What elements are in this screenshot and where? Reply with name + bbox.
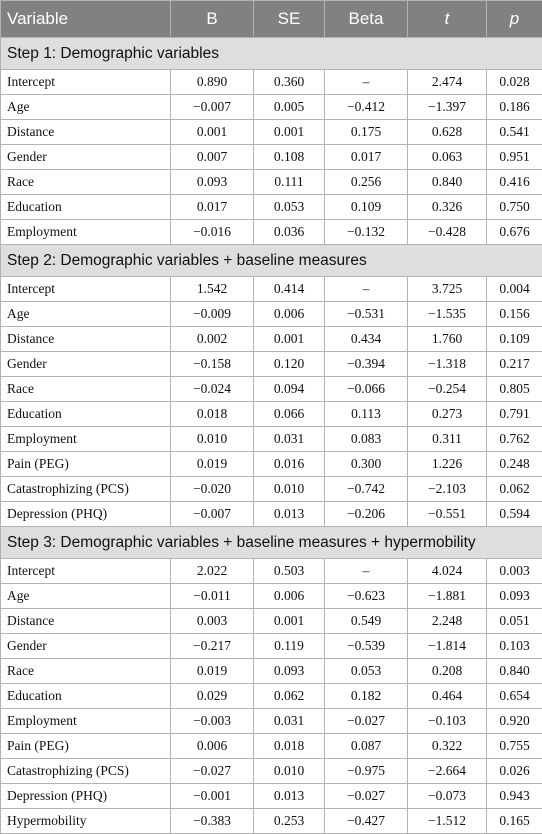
table-row [1, 302, 542, 327]
cell-variable: Distance [1, 609, 171, 634]
cell-t: 0.326 [408, 195, 487, 220]
cell-p: 0.156 [487, 302, 542, 327]
cell-se: 0.031 [254, 427, 325, 452]
cell-t: −1.881 [408, 584, 487, 609]
cell-beta: 0.113 [325, 402, 408, 427]
cell-t: −1.512 [408, 809, 487, 834]
cell-variable: Employment [1, 220, 171, 245]
table-row [1, 759, 542, 784]
cell-beta: −0.539 [325, 634, 408, 659]
table-row [1, 584, 542, 609]
cell-variable: Race [1, 659, 171, 684]
cell-p: 0.062 [487, 477, 542, 502]
cell-variable: Depression (PHQ) [1, 502, 171, 527]
cell-p: 0.943 [487, 784, 542, 809]
cell-beta: 0.083 [325, 427, 408, 452]
cell-b: 0.010 [171, 427, 254, 452]
table-row [1, 709, 542, 734]
table-row [1, 427, 542, 452]
header-beta: Beta [325, 1, 408, 38]
cell-beta: 0.109 [325, 195, 408, 220]
table-row [1, 195, 542, 220]
cell-t: −1.318 [408, 352, 487, 377]
cell-se: 0.253 [254, 809, 325, 834]
cell-p: 0.103 [487, 634, 542, 659]
step-row [1, 527, 542, 559]
cell-beta: – [325, 70, 408, 95]
cell-beta: −0.412 [325, 95, 408, 120]
cell-p: 0.165 [487, 809, 542, 834]
header-b: B [171, 1, 254, 38]
cell-b: 0.017 [171, 195, 254, 220]
table-row [1, 277, 542, 302]
cell-p: 0.541 [487, 120, 542, 145]
cell-beta: −0.742 [325, 477, 408, 502]
cell-beta: −0.066 [325, 377, 408, 402]
cell-t: −0.551 [408, 502, 487, 527]
cell-se: 0.001 [254, 327, 325, 352]
header-row [1, 1, 542, 38]
cell-se: 0.006 [254, 302, 325, 327]
cell-variable: Depression (PHQ) [1, 784, 171, 809]
cell-variable: Race [1, 170, 171, 195]
cell-b: 0.001 [171, 120, 254, 145]
cell-t: 0.311 [408, 427, 487, 452]
cell-variable: Education [1, 684, 171, 709]
cell-variable: Catastrophizing (PCS) [1, 477, 171, 502]
step-title: Step 3: Demographic variables + baseline measures + hypermobility [1, 527, 542, 559]
cell-b: 0.018 [171, 402, 254, 427]
cell-se: 0.093 [254, 659, 325, 684]
cell-t: 0.273 [408, 402, 487, 427]
cell-t: 0.322 [408, 734, 487, 759]
cell-t: 2.248 [408, 609, 487, 634]
cell-t: −2.103 [408, 477, 487, 502]
cell-t: −0.073 [408, 784, 487, 809]
cell-variable: Race [1, 377, 171, 402]
step-row [1, 38, 542, 70]
cell-p: 0.186 [487, 95, 542, 120]
cell-beta: 0.182 [325, 684, 408, 709]
cell-t: 0.208 [408, 659, 487, 684]
cell-beta: 0.300 [325, 452, 408, 477]
cell-t: 0.840 [408, 170, 487, 195]
cell-se: 0.414 [254, 277, 325, 302]
cell-b: −0.383 [171, 809, 254, 834]
cell-variable: Age [1, 584, 171, 609]
cell-b: −0.011 [171, 584, 254, 609]
cell-se: 0.119 [254, 634, 325, 659]
cell-se: 0.108 [254, 145, 325, 170]
cell-t: −1.814 [408, 634, 487, 659]
table-row [1, 402, 542, 427]
cell-b: −0.217 [171, 634, 254, 659]
table-header [1, 1, 542, 38]
cell-p: 0.951 [487, 145, 542, 170]
cell-se: 0.036 [254, 220, 325, 245]
table-row [1, 734, 542, 759]
cell-p: 0.109 [487, 327, 542, 352]
cell-t: −2.664 [408, 759, 487, 784]
cell-variable: Pain (PEG) [1, 734, 171, 759]
cell-se: 0.120 [254, 352, 325, 377]
cell-t: 2.474 [408, 70, 487, 95]
cell-b: −0.001 [171, 784, 254, 809]
cell-beta: −0.027 [325, 709, 408, 734]
cell-b: 0.002 [171, 327, 254, 352]
cell-b: −0.158 [171, 352, 254, 377]
cell-beta: −0.027 [325, 784, 408, 809]
step-title: Step 2: Demographic variables + baseline measures [1, 245, 542, 277]
cell-t: 3.725 [408, 277, 487, 302]
cell-b: −0.020 [171, 477, 254, 502]
cell-variable: Education [1, 195, 171, 220]
cell-p: 0.676 [487, 220, 542, 245]
cell-beta: −0.427 [325, 809, 408, 834]
cell-beta: −0.531 [325, 302, 408, 327]
cell-b: −0.009 [171, 302, 254, 327]
cell-b: 0.093 [171, 170, 254, 195]
cell-beta: – [325, 559, 408, 584]
header-se: SE [254, 1, 325, 38]
cell-variable: Gender [1, 634, 171, 659]
cell-beta: 0.087 [325, 734, 408, 759]
cell-variable: Intercept [1, 559, 171, 584]
table-body [1, 38, 542, 834]
cell-se: 0.053 [254, 195, 325, 220]
table-row [1, 559, 542, 584]
cell-beta: 0.175 [325, 120, 408, 145]
cell-se: 0.005 [254, 95, 325, 120]
cell-p: 0.755 [487, 734, 542, 759]
cell-p: 0.750 [487, 195, 542, 220]
cell-p: 0.093 [487, 584, 542, 609]
cell-b: 0.007 [171, 145, 254, 170]
cell-t: −0.103 [408, 709, 487, 734]
cell-se: 0.006 [254, 584, 325, 609]
cell-p: 0.004 [487, 277, 542, 302]
cell-variable: Pain (PEG) [1, 452, 171, 477]
cell-p: 0.217 [487, 352, 542, 377]
cell-beta: −0.394 [325, 352, 408, 377]
cell-b: 0.890 [171, 70, 254, 95]
cell-se: 0.013 [254, 502, 325, 527]
cell-p: 0.840 [487, 659, 542, 684]
cell-se: 0.094 [254, 377, 325, 402]
cell-variable: Catastrophizing (PCS) [1, 759, 171, 784]
cell-t: 0.464 [408, 684, 487, 709]
cell-se: 0.018 [254, 734, 325, 759]
header-t: t [408, 1, 487, 38]
cell-beta: 0.053 [325, 659, 408, 684]
cell-variable: Age [1, 95, 171, 120]
cell-variable: Employment [1, 427, 171, 452]
cell-variable: Employment [1, 709, 171, 734]
cell-p: 0.805 [487, 377, 542, 402]
table-row [1, 352, 542, 377]
cell-p: 0.594 [487, 502, 542, 527]
table-row [1, 170, 542, 195]
table-row [1, 220, 542, 245]
cell-b: 0.006 [171, 734, 254, 759]
cell-p: 0.003 [487, 559, 542, 584]
header-p: p [487, 1, 542, 38]
cell-t: −1.397 [408, 95, 487, 120]
cell-se: 0.010 [254, 477, 325, 502]
cell-t: −0.254 [408, 377, 487, 402]
table-row [1, 784, 542, 809]
cell-variable: Hypermobility [1, 809, 171, 834]
table-row [1, 452, 542, 477]
cell-p: 0.248 [487, 452, 542, 477]
cell-se: 0.031 [254, 709, 325, 734]
table-row [1, 327, 542, 352]
cell-b: −0.016 [171, 220, 254, 245]
cell-b: −0.007 [171, 95, 254, 120]
table-row [1, 634, 542, 659]
cell-b: −0.007 [171, 502, 254, 527]
cell-b: 1.542 [171, 277, 254, 302]
step-row [1, 245, 542, 277]
cell-se: 0.010 [254, 759, 325, 784]
cell-p: 0.416 [487, 170, 542, 195]
table-row [1, 477, 542, 502]
cell-beta: −0.206 [325, 502, 408, 527]
table-row [1, 145, 542, 170]
cell-beta: 0.017 [325, 145, 408, 170]
cell-b: 0.003 [171, 609, 254, 634]
cell-se: 0.013 [254, 784, 325, 809]
cell-b: 0.019 [171, 659, 254, 684]
cell-b: −0.027 [171, 759, 254, 784]
cell-beta: −0.975 [325, 759, 408, 784]
cell-variable: Gender [1, 145, 171, 170]
cell-se: 0.001 [254, 609, 325, 634]
cell-beta: 0.434 [325, 327, 408, 352]
cell-se: 0.066 [254, 402, 325, 427]
cell-t: 0.628 [408, 120, 487, 145]
table-row [1, 502, 542, 527]
cell-variable: Education [1, 402, 171, 427]
cell-t: 1.760 [408, 327, 487, 352]
cell-b: 2.022 [171, 559, 254, 584]
cell-p: 0.028 [487, 70, 542, 95]
table-row [1, 609, 542, 634]
cell-beta: – [325, 277, 408, 302]
cell-b: 0.029 [171, 684, 254, 709]
cell-b: −0.024 [171, 377, 254, 402]
cell-p: 0.920 [487, 709, 542, 734]
cell-se: 0.016 [254, 452, 325, 477]
cell-se: 0.360 [254, 70, 325, 95]
cell-variable: Gender [1, 352, 171, 377]
cell-variable: Distance [1, 327, 171, 352]
cell-b: −0.003 [171, 709, 254, 734]
cell-se: 0.001 [254, 120, 325, 145]
cell-beta: 0.256 [325, 170, 408, 195]
cell-variable: Distance [1, 120, 171, 145]
cell-variable: Intercept [1, 70, 171, 95]
cell-p: 0.762 [487, 427, 542, 452]
cell-variable: Age [1, 302, 171, 327]
cell-beta: 0.549 [325, 609, 408, 634]
step-title: Step 1: Demographic variables [1, 38, 542, 70]
cell-t: 1.226 [408, 452, 487, 477]
cell-se: 0.111 [254, 170, 325, 195]
table-row [1, 659, 542, 684]
cell-variable: Intercept [1, 277, 171, 302]
cell-p: 0.654 [487, 684, 542, 709]
cell-b: 0.019 [171, 452, 254, 477]
table-row [1, 809, 542, 834]
table-row [1, 95, 542, 120]
header-variable: Variable [1, 1, 171, 38]
table-row [1, 70, 542, 95]
cell-p: 0.791 [487, 402, 542, 427]
cell-beta: −0.623 [325, 584, 408, 609]
table-row [1, 120, 542, 145]
cell-t: −0.428 [408, 220, 487, 245]
cell-t: −1.535 [408, 302, 487, 327]
cell-t: 0.063 [408, 145, 487, 170]
cell-beta: −0.132 [325, 220, 408, 245]
cell-se: 0.062 [254, 684, 325, 709]
cell-p: 0.051 [487, 609, 542, 634]
cell-se: 0.503 [254, 559, 325, 584]
table-row [1, 684, 542, 709]
table-row [1, 377, 542, 402]
cell-t: 4.024 [408, 559, 487, 584]
cell-p: 0.026 [487, 759, 542, 784]
